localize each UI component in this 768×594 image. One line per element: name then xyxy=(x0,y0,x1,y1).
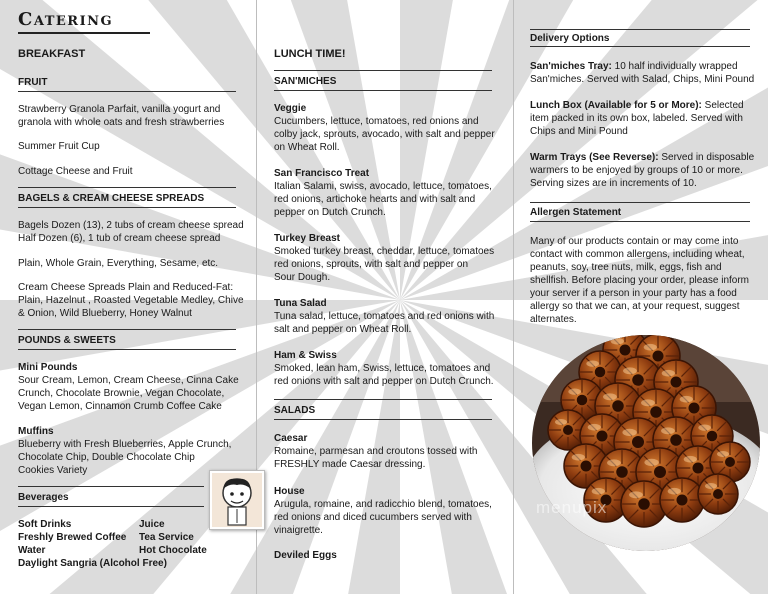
sanmich-desc: Sour Dough. xyxy=(274,272,331,283)
bagels-line: Plain, Whole Grain, Everything, Sesame, etc. xyxy=(18,258,219,269)
sanmich-name: Turkey Breast xyxy=(274,233,340,244)
muffins-line: Blueberry with Fresh Blueberries, Apple Crunch, xyxy=(18,439,232,450)
bagels-line: Plain, Hazelnut , Roasted Vegetable Medley, Chive xyxy=(18,295,244,306)
salad-desc: red onions and diced cucumbers served with xyxy=(274,512,472,523)
bundt-cake xyxy=(698,474,738,514)
pounds-heading: POUNDS & SWEETS xyxy=(18,335,116,346)
section-rule xyxy=(18,506,204,507)
section-rule xyxy=(530,29,750,30)
bagels-line: Half Dozen (6), 1 tub of cream cheese spread xyxy=(18,233,221,244)
section-rule xyxy=(18,207,236,208)
watermark: menupix xyxy=(536,498,608,517)
sanmich-desc: Smoked, lean ham, Swiss, lettuce, tomatoes and xyxy=(274,363,491,374)
bagels-line: & Onion, Wild Blueberry, Honey Walnut xyxy=(18,308,192,319)
delivery-warm-label: Warm Trays (See Reverse): xyxy=(530,152,659,163)
delivery-tray-text: San'miches. Served with Salad, Chips, Mini Pound xyxy=(530,74,755,85)
salad-desc: Arugula, romaine, and radicchio blend, tomatoes, xyxy=(274,499,492,510)
beverages-heading: Beverages xyxy=(18,492,69,503)
beverage-item: Water xyxy=(18,545,46,556)
delivery-warm-text: Served in disposable xyxy=(658,152,755,163)
mini-pounds-title: Mini Pounds xyxy=(18,362,78,373)
beverage-item: Soft Drinks xyxy=(18,519,72,530)
delivery-tray xyxy=(530,60,738,73)
section-rule xyxy=(530,221,750,222)
beverage-item: Daylight Sangria (Alcohol Free) xyxy=(18,558,167,569)
muffins-line: Cookies Variety xyxy=(18,465,88,476)
section-rule xyxy=(18,349,236,350)
delivery-lunchbox xyxy=(530,99,744,112)
sanmich-name: Tuna Salad xyxy=(274,298,327,309)
delivery-warm xyxy=(530,151,754,164)
allergen-line: allergy so that we can, at your request, suggest xyxy=(530,301,740,312)
fruit-item: granola with whole oats and fresh strawberries xyxy=(18,117,225,128)
delivery-lunchbox-text: item packed in its own box, labeled. Served with xyxy=(530,113,743,124)
fruit-item: Summer Fruit Cup xyxy=(18,141,100,152)
sanmich-desc: salt and pepper on Wheat Roll. xyxy=(274,324,412,335)
allergen-line: contact with common allergens, including wheat, xyxy=(530,249,745,260)
mini-pounds-line: Crunch, Chocolate Brownie, Vegan Chocolate, xyxy=(18,388,225,399)
section-rule xyxy=(274,70,492,71)
fruit-item: Cottage Cheese and Fruit xyxy=(18,166,133,177)
section-rule xyxy=(274,399,492,400)
breakfast-heading: BREAKFAST xyxy=(18,48,86,60)
sanmich-desc: red onions, sprouts, with salt and pepper on xyxy=(274,259,469,270)
bagels-heading: BAGELS & CREAM CHEESE SPREADS xyxy=(18,193,205,204)
salad-desc: vinaigrette. xyxy=(274,525,323,536)
section-rule xyxy=(530,46,750,47)
salad-desc: FRESHLY made Caesar dressing. xyxy=(274,459,426,470)
lunch-heading: LUNCH TIME! xyxy=(274,48,346,60)
delivery-warm-text: Serving sizes are in increments of 10. xyxy=(530,178,697,189)
section-rule xyxy=(18,91,236,92)
sanmich-desc: pepper on Dutch Crunch. xyxy=(274,207,386,218)
bundt-cake xyxy=(660,478,704,522)
sanmich-desc: Smoked turkey breast, cheddar, lettuce, tomatoes xyxy=(274,246,495,257)
allergen-heading: Allergen Statement xyxy=(530,207,622,218)
allergen-line: Many of our products contain or may come into xyxy=(530,236,739,247)
section-rule xyxy=(18,329,236,330)
salads-heading: SALADS xyxy=(274,405,316,416)
salad-name: Caesar xyxy=(274,433,308,444)
salad-desc: Romaine, parmesan and croutons tossed with xyxy=(274,446,478,457)
delivery-lunchbox-label: Lunch Box (Available for 5 or More): xyxy=(530,100,702,111)
sanmich-desc: red onions with salt and pepper on Dutch Crunch. xyxy=(274,376,494,387)
page-title: Catering xyxy=(18,9,114,30)
sanmich-desc: Cucumbers, lettuce, tomatoes, red onions and xyxy=(274,116,479,127)
sanmich-name: Veggie xyxy=(274,103,307,114)
mini-bundt-cakes-photo xyxy=(530,332,762,554)
bagels-line: Cream Cheese Spreads Plain and Reduced-Fat: xyxy=(18,282,234,293)
sanmich-desc: red onions, artichoke hearts and with salt and xyxy=(274,194,476,205)
allergen-line: alternates. xyxy=(530,314,577,325)
sanmich-name: San Francisco Treat xyxy=(274,168,370,179)
sanmich-name: Ham & Swiss xyxy=(274,350,337,361)
section-rule xyxy=(18,187,236,188)
panel-fold-2 xyxy=(513,0,514,594)
delivery-lunchbox-text: Selected xyxy=(701,100,744,111)
salad-name: Deviled Eggs xyxy=(274,550,337,561)
allergen-line: shellfish. Before placing your order, please inform xyxy=(530,275,750,286)
section-rule xyxy=(18,486,204,487)
section-rule xyxy=(274,419,492,420)
beverage-item: Tea Service xyxy=(139,532,194,543)
beverage-item: Juice xyxy=(139,519,165,530)
section-rule xyxy=(530,202,750,203)
delivery-warm-text: warmers to be enjoyed by groups of 10 or more. xyxy=(530,165,743,176)
sanmich-desc: colby jack, sprouts, avocado, with salt and pepper xyxy=(274,129,495,140)
section-rule xyxy=(274,90,492,91)
chef-avatar-image xyxy=(209,470,265,530)
muffins-title: Muffins xyxy=(18,426,54,437)
beverage-item: Freshly Brewed Coffee xyxy=(18,532,127,543)
delivery-tray-text: 10 half individually wrapped xyxy=(611,61,738,72)
lunch-panel xyxy=(258,0,512,594)
delivery-heading: Delivery Options xyxy=(530,33,610,44)
beverage-item: Hot Chocolate xyxy=(139,545,207,556)
allergen-line: your server if a person in your party has a food xyxy=(530,288,737,299)
title-underline xyxy=(18,32,150,34)
delivery-tray-label: San'miches Tray: xyxy=(530,61,612,72)
salad-name: House xyxy=(274,486,305,497)
allergen-line: peanuts, soy, tree nuts, milk, eggs, fish and xyxy=(530,262,722,273)
delivery-lunchbox-text: Chips and Mini Pound xyxy=(530,126,628,137)
mini-pounds-line: Sour Cream, Lemon, Cream Cheese, Cinna Cake xyxy=(18,375,239,386)
sanmich-desc: Italian Salami, swiss, avocado, lettuce, tomatoes, xyxy=(274,181,492,192)
bagels-line: Bagels Dozen (13), 2 tubs of cream cheese spread xyxy=(18,220,244,231)
sanmich-desc: on Wheat Roll. xyxy=(274,142,340,153)
fruit-heading: FRUIT xyxy=(18,77,48,88)
sanmiches-heading: SAN'MICHES xyxy=(274,76,337,87)
muffins-line: Chocolate Chip, Double Chocolate Chip xyxy=(18,452,195,463)
mini-pounds-line: Vegan Lemon, Cinnamon Crumb Coffee Cake xyxy=(18,401,222,412)
fruit-item: Strawberry Granola Parfait, vanilla yogurt and xyxy=(18,104,221,115)
sanmich-desc: Tuna salad, lettuce, tomatoes and red onions with xyxy=(274,311,495,322)
